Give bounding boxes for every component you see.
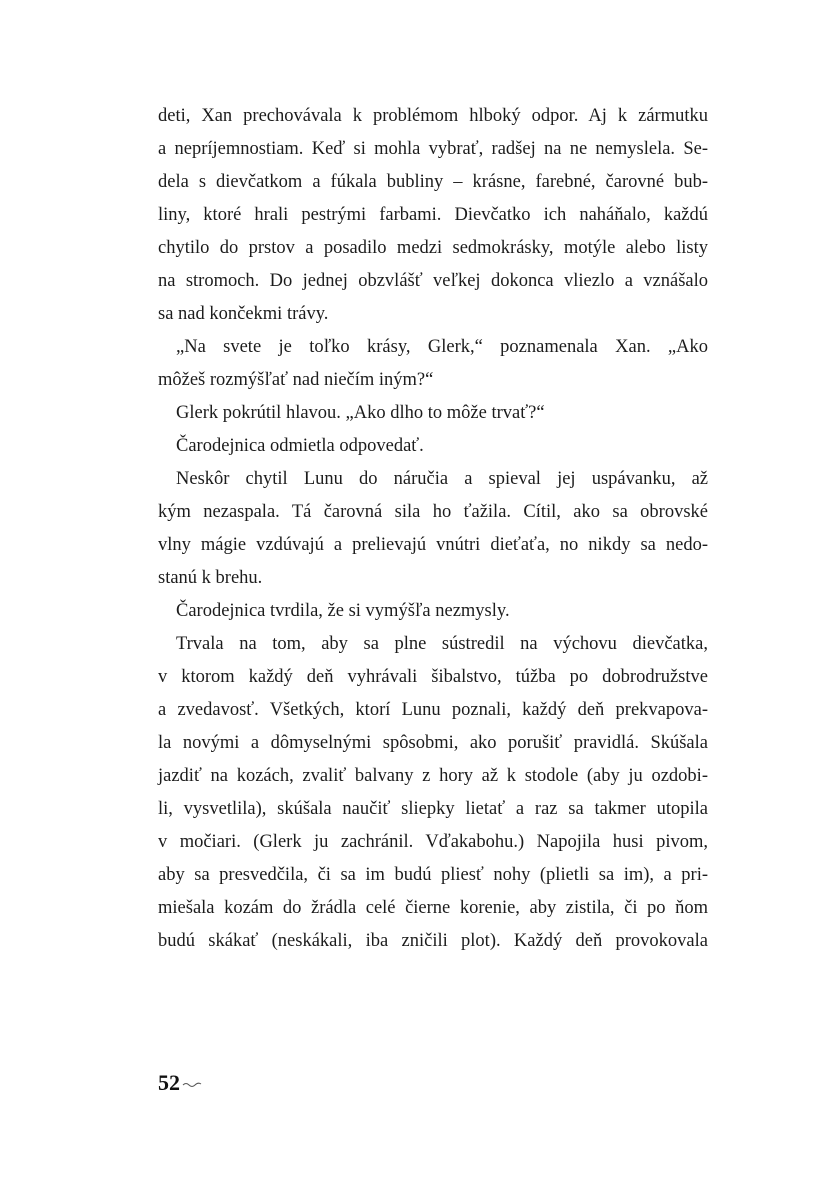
- text-line: stanú k brehu.: [158, 568, 263, 588]
- text-line: liny, ktoré hrali pestrými farbami. Dievčatko ich naháňalo, každú: [158, 205, 708, 225]
- text-line: vlny mágie vzdúvajú a prelievajú vnútri dieťaťa, no nikdy sa nedo-: [158, 535, 708, 555]
- text-line: „Na svete je toľko krásy, Glerk,“ poznamenala Xan. „Ako: [176, 337, 708, 357]
- text-line: v ktorom každý deň vyhrávali šibalstvo, túžba po dobrodružstve: [158, 667, 708, 687]
- text-line: sa nad končekmi trávy.: [158, 304, 329, 324]
- text-line: a nepríjemnostiam. Keď si mohla vybrať, radšej na ne nemyslela. Se-: [158, 139, 708, 159]
- text-line: budú skákať (neskákali, iba zničili plot). Každý deň provokovala: [158, 931, 708, 951]
- text-line: Glerk pokrútil hlavou. „Ako dlho to môže trvať?“: [176, 403, 545, 423]
- page-number: 52: [158, 1070, 180, 1095]
- text-line: dela s dievčatkom a fúkala bubliny – krásne, farebné, čarovné bub-: [158, 172, 708, 192]
- text-line: v močiari. (Glerk ju zachránil. Vďakabohu.) Napojila husi pivom,: [158, 832, 708, 852]
- text-line: Trvala na tom, aby sa plne sústredil na výchovu dievčatka,: [176, 634, 708, 654]
- text-line: môžeš rozmýšľať nad niečím iným?“: [158, 370, 434, 390]
- wave-flourish-icon: [182, 1081, 202, 1089]
- text-line: kým nezaspala. Tá čarovná sila ho ťažila. Cítil, ako sa obrovské: [158, 502, 708, 522]
- text-line: li, vysvetlila), skúšala naučiť sliepky lietať a raz sa takmer utopila: [158, 799, 708, 819]
- text-line: aby sa presvedčila, či sa im budú pliesť nohy (plietli sa im), a pri-: [158, 865, 708, 885]
- text-line: Čarodejnica tvrdila, že si vymýšľa nezmysly.: [176, 601, 510, 621]
- text-line: jazdiť na kozách, zvaliť balvany z hory až k stodole (aby ju ozdobi-: [158, 766, 708, 786]
- text-line: na stromoch. Do jednej obzvlášť veľkej dokonca vliezlo a vznášalo: [158, 271, 708, 291]
- text-line: Čarodejnica odmietla odpovedať.: [176, 436, 424, 456]
- text-line: a zvedavosť. Všetkých, ktorí Lunu poznali, každý deň prekvapova-: [158, 700, 708, 720]
- text-line: miešala kozám do žrádla celé čierne korenie, aby zistila, či po ňom: [158, 898, 708, 918]
- text-line: chytilo do prstov a posadilo medzi sedmokrásky, motýle alebo listy: [158, 238, 708, 258]
- text-line: Neskôr chytil Lunu do náručia a spieval jej uspávanku, až: [176, 469, 708, 489]
- text-line: deti, Xan prechovávala k problémom hlboký odpor. Aj k zármutku: [158, 106, 708, 126]
- text-line: la novými a dômyselnými spôsobmi, ako porušiť pravidlá. Skúšala: [158, 733, 708, 753]
- body-text: [158, 100, 708, 958]
